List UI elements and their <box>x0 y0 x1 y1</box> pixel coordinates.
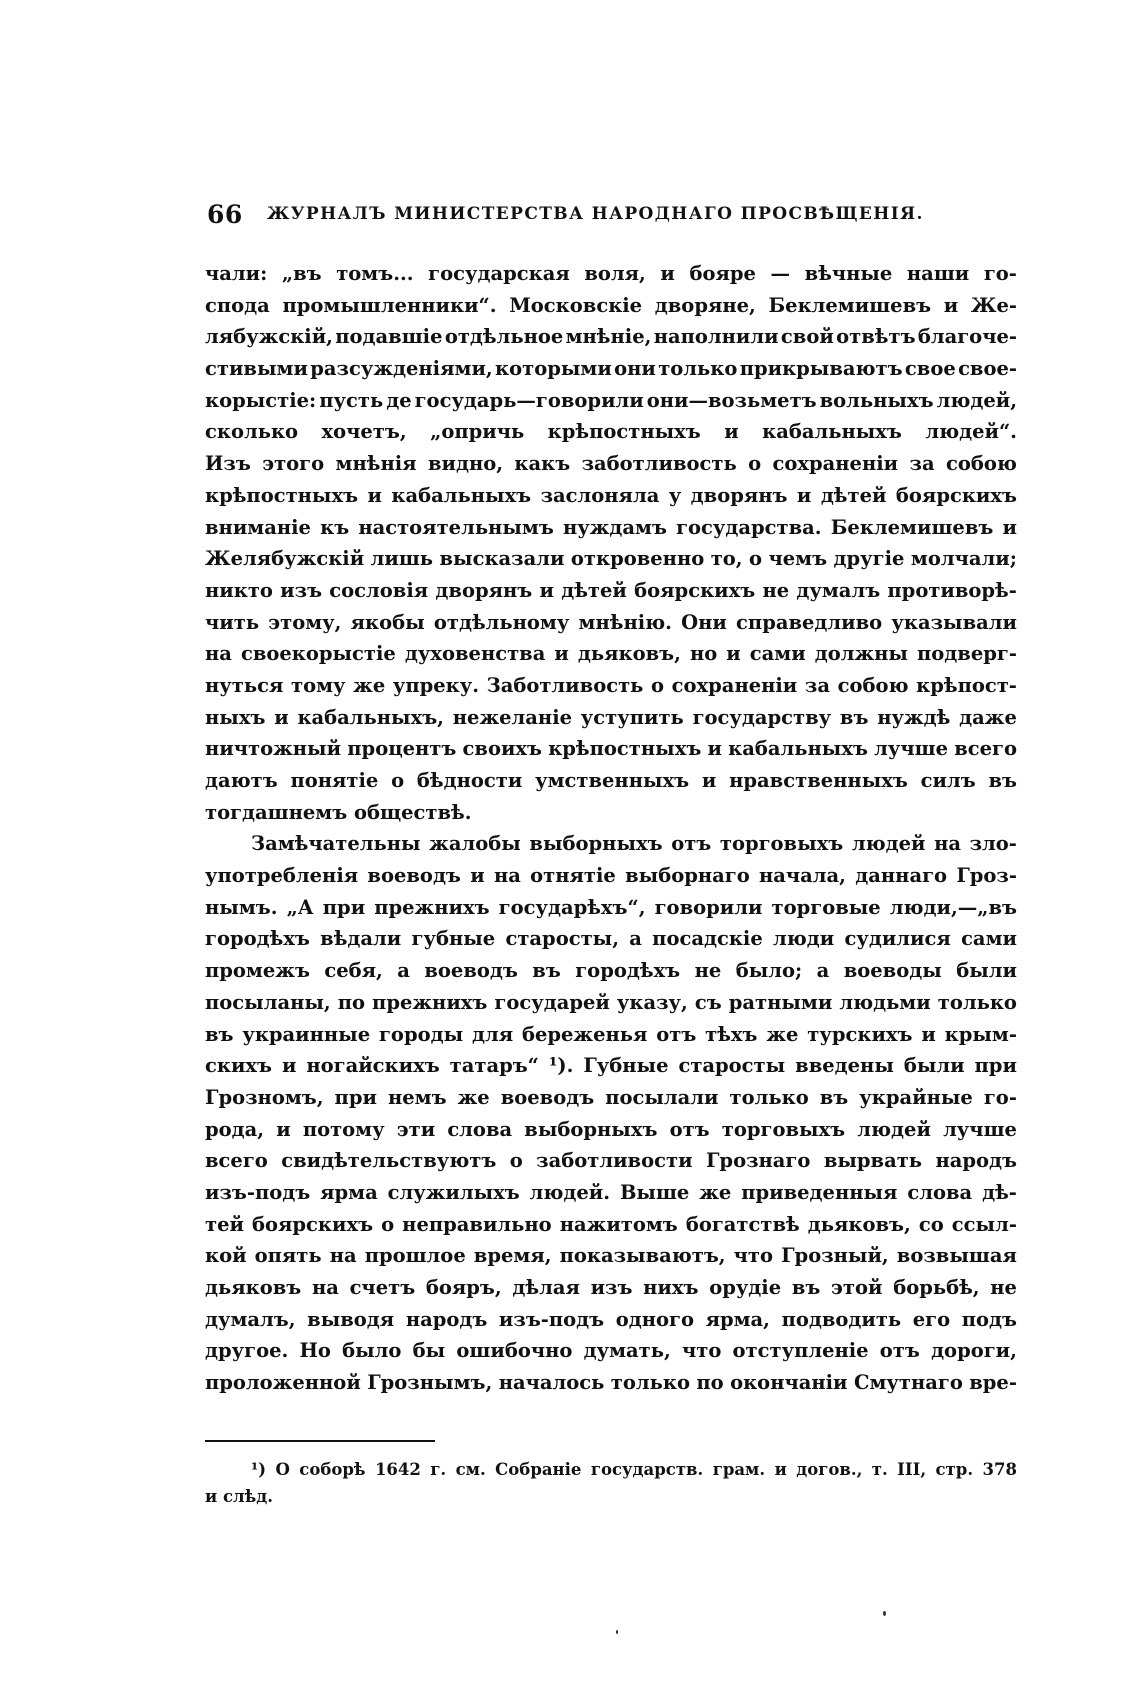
text-line: тей боярскихъ о неправильно нажитомъ богатствѣ дьяковъ, со ссыл- <box>205 1212 1017 1236</box>
text-line: стивыми разсужденіями, которыми они только прикрываютъ свое свое- <box>205 357 1017 381</box>
text-line: Замѣчательны жалобы выборныхъ отъ торговыхъ людей на зло- <box>251 832 1017 856</box>
text-line: тогдашнемъ обществѣ. <box>205 800 472 824</box>
text-line: употребленія воеводъ и на отнятіе выборнаго начала, даннаго Гроз- <box>205 864 1017 888</box>
text-line: даютъ понятіе о бѣдности умственныхъ и нравственныхъ силъ въ <box>205 769 1017 792</box>
text-line: рода, и потому эти слова выборныхъ отъ торговыхъ людей лучше <box>205 1117 1017 1141</box>
text-line: городѣхъ вѣдали губные старосты, а посадскіе люди судилися сами <box>205 927 1017 951</box>
text-line: нымъ. „А при прежнихъ государѣхъ“, говорили торговые люди,—„въ <box>205 895 1017 919</box>
text-line: дьяковъ на счетъ бояръ, дѣлая изъ нихъ орудіе въ этой борьбѣ, не <box>205 1276 1017 1299</box>
text-line: промежъ себя, а воеводъ въ городѣхъ не было; а воеводы были <box>205 959 1017 983</box>
footnote-divider <box>205 1440 435 1442</box>
text-line: думалъ, выводя народъ изъ-подъ одного ярма, подводить его подъ <box>205 1307 1017 1331</box>
text-line: корыстіе: пусть де государь—говорили они—возьметъ вольныхъ людей, <box>205 388 1017 412</box>
text-line: Желябужскій лишь высказали откровенно то, о чемъ другіе молчали; <box>205 547 1017 571</box>
text-line: ничтожный процентъ своихъ крѣпостныхъ и кабальныхъ лучше всего <box>205 737 1017 761</box>
text-line: посыланы, по прежнихъ государей указу, съ ратными людьми только <box>205 990 1017 1014</box>
print-speck <box>883 1611 886 1616</box>
text-line: спода промышленники“. Московскіе дворяне, Беклемишевъ и Же- <box>205 293 1017 317</box>
body-text <box>205 258 1017 1399</box>
journal-title: ЖУРНАЛЪ МИНИСТЕРСТВА НАРОДНАГО ПРОСВѢЩЕНІЯ. <box>267 204 924 224</box>
text-line: лябужскій, подавшіе отдѣльное мнѣніе, наполнили свой отвѣтъ благоче- <box>205 325 1017 349</box>
text-line: крѣпостныхъ и кабальныхъ заслоняла у дворянъ и дѣтей боярскихъ <box>205 483 1017 507</box>
text-line: Изъ этого мнѣнія видно, какъ заботливость о сохраненіи за собою <box>205 452 1017 476</box>
text-line: изъ-подъ ярма служилыхъ людей. Выше же приведенныя слова дѣ- <box>205 1180 1017 1204</box>
text-line: на своекорыстіе духовенства и дьяковъ, но и сами должны подверг- <box>205 642 1017 666</box>
text-line: Грозномъ, при немъ же воеводъ посылали только въ украйные го- <box>205 1085 1017 1109</box>
footnote-line: ¹) О соборѣ 1642 г. см. Собраніе государств. грам. и догов., т. III, стр. 378 <box>251 1460 1017 1479</box>
text-line: кой опять на прошлое время, показываютъ, что Грозный, возвышая <box>205 1244 1017 1268</box>
text-line: нуться тому же упреку. Заботливость о сохраненіи за собою крѣпост- <box>205 673 1017 697</box>
text-line: въ украинные городы для береженья отъ тѣхъ же турскихъ и крым- <box>205 1022 1017 1046</box>
text-line: проложенной Грознымъ, началось только по окончаніи Смутнаго вре- <box>205 1371 1017 1395</box>
text-line: всего свидѣтельствуютъ о заботливости Грознаго вырвать народъ <box>205 1149 1017 1173</box>
text-line: сколько хочетъ, „опричь крѣпостныхъ и кабальныхъ людей“. <box>205 420 1017 444</box>
page-number: 66 <box>207 200 243 229</box>
text-line: скихъ и ногайскихъ татаръ“ ¹). Губные старосты введены были при <box>205 1054 1017 1078</box>
footnote <box>205 1456 1017 1510</box>
text-line: никто изъ сословія дворянъ и дѣтей боярскихъ не думалъ противорѣ- <box>205 578 1017 602</box>
text-line: другое. Но было бы ошибочно думать, что отступленіе отъ дороги, <box>205 1339 1017 1363</box>
text-line: ныхъ и кабальныхъ, нежеланіе уступить государству въ нуждѣ даже <box>205 705 1017 729</box>
print-speck <box>616 1630 618 1634</box>
running-head <box>207 200 1017 240</box>
text-line: вниманіе къ настоятельнымъ нуждамъ государства. Беклемишевъ и <box>205 515 1017 539</box>
footnote-line: и слѣд. <box>205 1487 274 1506</box>
text-line: чить этому, якобы отдѣльному мнѣнію. Они справедливо указывали <box>205 610 1017 634</box>
text-line: чали: „въ томъ... государская воля, и бояре — вѣчные наши го- <box>205 262 1017 285</box>
